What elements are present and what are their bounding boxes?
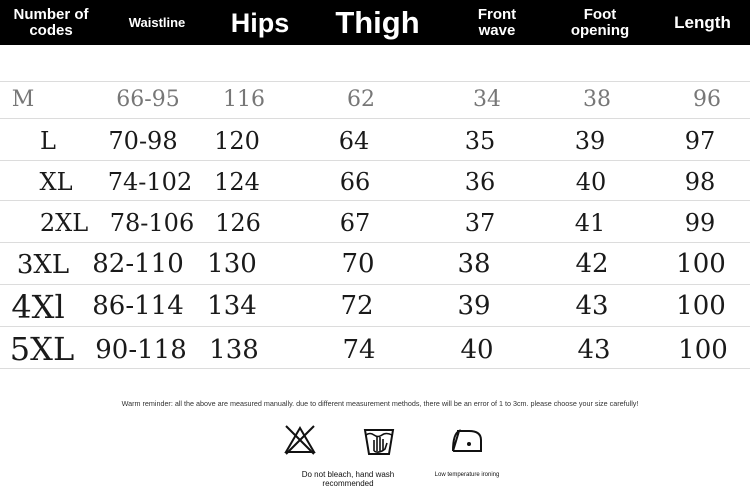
length-cell: 100 xyxy=(676,249,726,279)
header-length: Length xyxy=(674,12,731,32)
hips-cell: 138 xyxy=(209,335,259,365)
row-divider xyxy=(0,284,750,285)
waist-cell: 74-102 xyxy=(107,168,193,196)
hand-wash-icon xyxy=(362,424,396,456)
thigh-cell: 62 xyxy=(347,87,375,112)
front-wave-cell: 36 xyxy=(464,168,496,196)
hips-cell: 116 xyxy=(223,87,265,112)
row-divider xyxy=(0,160,750,161)
bleach-wash-caption xyxy=(282,466,414,488)
warm-reminder-note: Warm reminder: all the above are measured manually. due to different measurement methods, there will be an error of 1 to 3cm. please choose your size carefully! xyxy=(121,399,639,408)
bleach-wash-label: Do not bleach, hand wash recommended xyxy=(301,470,395,488)
thigh-cell: 67 xyxy=(339,209,371,237)
hips-cell: 124 xyxy=(214,168,260,196)
row-divider xyxy=(0,368,750,369)
thigh-cell: 66 xyxy=(339,168,371,196)
hips-cell: 134 xyxy=(207,291,257,321)
no-bleach-icon xyxy=(282,424,318,456)
header-waistline: Waistline xyxy=(128,14,186,30)
row-divider xyxy=(0,118,750,119)
foot-opening-cell: 40 xyxy=(575,168,607,196)
front-wave-cell: 37 xyxy=(464,209,496,237)
thigh-cell: 70 xyxy=(341,249,375,279)
foot-opening-cell: 43 xyxy=(577,335,611,365)
size-cell: XL xyxy=(39,168,73,196)
front-wave-cell: 34 xyxy=(473,87,501,112)
thigh-cell: 72 xyxy=(340,291,374,321)
header-hips: Hips xyxy=(230,7,290,38)
length-cell: 98 xyxy=(684,168,716,196)
hips-cell: 130 xyxy=(207,249,257,279)
length-cell: 100 xyxy=(676,291,726,321)
header-front-wave: Front wave xyxy=(477,5,517,39)
waist-cell: 90-118 xyxy=(95,335,187,365)
table-header xyxy=(0,0,750,45)
waist-cell: 78-106 xyxy=(109,209,195,237)
thigh-cell: 74 xyxy=(342,335,376,365)
ironing-label: Low temperature ironing xyxy=(434,472,500,478)
hips-cell: 126 xyxy=(215,209,261,237)
size-cell: 4Xl xyxy=(11,288,65,326)
row-divider xyxy=(0,242,750,243)
size-cell: 2XL xyxy=(39,209,89,237)
row-divider xyxy=(0,81,750,82)
waist-cell: 82-110 xyxy=(92,249,184,279)
size-cell: 5XL xyxy=(9,330,75,368)
low-temperature-iron-icon xyxy=(445,428,485,454)
foot-opening-cell: 41 xyxy=(574,209,606,237)
size-cell: M xyxy=(11,87,35,112)
size-cell: 3XL xyxy=(16,250,70,280)
waist-cell: 86-114 xyxy=(92,291,184,321)
length-cell: 96 xyxy=(693,87,721,112)
foot-opening-cell: 43 xyxy=(575,291,609,321)
header-foot-opening: Foot opening xyxy=(570,5,630,39)
hips-cell: 120 xyxy=(214,127,260,155)
length-cell: 97 xyxy=(684,127,716,155)
header-thigh: Thigh xyxy=(335,4,420,40)
size-cell: L xyxy=(40,127,56,155)
thigh-cell: 64 xyxy=(338,127,370,155)
ironing-caption xyxy=(432,466,502,479)
waist-cell: 70-98 xyxy=(108,127,178,155)
front-wave-cell: 35 xyxy=(464,127,496,155)
row-divider xyxy=(0,326,750,327)
front-wave-cell: 38 xyxy=(457,249,491,279)
foot-opening-cell: 42 xyxy=(575,249,609,279)
length-cell: 100 xyxy=(678,335,728,365)
row-divider xyxy=(0,200,750,201)
front-wave-cell: 39 xyxy=(457,291,491,321)
waist-cell: 66-95 xyxy=(116,87,180,112)
foot-opening-cell: 39 xyxy=(574,127,606,155)
length-cell: 99 xyxy=(684,209,716,237)
header-number-of-codes: Number of codes xyxy=(13,5,89,39)
front-wave-cell: 40 xyxy=(460,335,494,365)
foot-opening-cell: 38 xyxy=(583,87,611,112)
